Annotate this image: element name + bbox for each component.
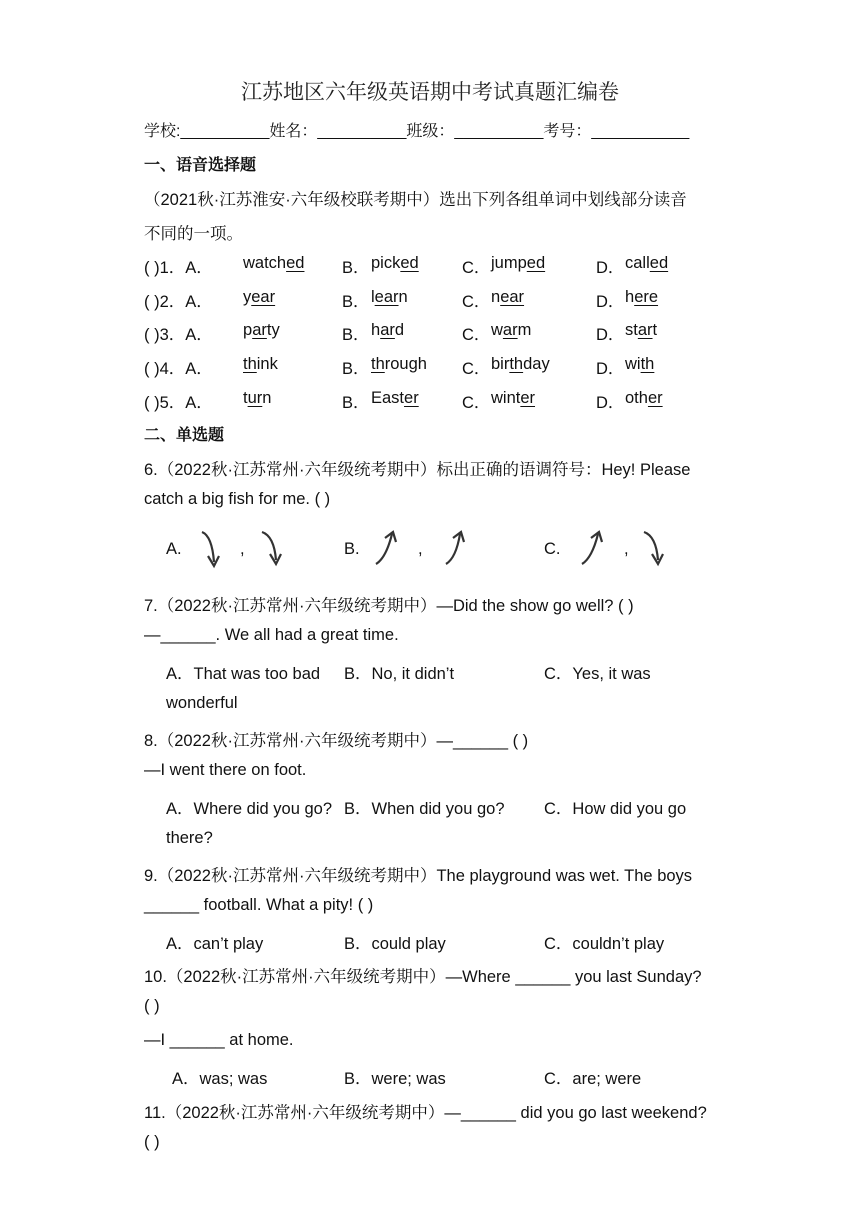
q7-option-c: C．Yes, it was	[544, 665, 651, 683]
phonics-q1-option-c-word: jumped	[491, 254, 546, 272]
phonics-q2-option-a-word: year	[243, 288, 276, 306]
q11-line1: 11.（2022秋·江苏常州·六年级统考期中）—______ did you go last weekend?	[144, 1104, 707, 1122]
phonics-q2-option-c-word: near	[491, 288, 525, 306]
q8-line1: 8.（2022秋·江苏常州·六年级统考期中）—______ ( )	[144, 732, 529, 750]
phonics-q1-option-b-label: B．	[342, 259, 370, 277]
q9-option-a: A．can’t play	[166, 935, 264, 953]
phonics-q3-option-b-word: hard	[371, 321, 405, 339]
phonics-q1-option-d-word: called	[625, 254, 669, 272]
phonics-q2-option-d-word: here	[625, 288, 659, 306]
phonics-q4-option-c-word-underlined-part: th	[509, 355, 524, 373]
phonics-q2-option-d-word-underlined-part: ere	[634, 288, 659, 306]
q10-line2: ( )	[144, 997, 160, 1015]
phonics-q1-option-c-word-underlined-part: ed	[526, 254, 546, 272]
phonics-q4-option-c-word: birthday	[491, 355, 550, 373]
phonics-q3-option-d-label: D．	[596, 326, 625, 344]
phonics-q5-option-b-word-underlined-part: er	[404, 389, 419, 407]
q8-option-b: B．When did you go?	[344, 800, 505, 818]
section1-heading: 一、语音选择题	[144, 155, 257, 174]
phonics-q1-option-d-word-underlined-part: ed	[649, 254, 669, 272]
phonics-q2-option-a-word-underlined-part: ear	[251, 288, 276, 306]
phonics-q4-option-d-word-underlined-part: th	[640, 355, 655, 373]
q6-option-b-label: B.	[344, 540, 360, 558]
page-title: 江苏地区六年级英语期中考试真题汇编卷	[241, 80, 619, 104]
q6-option-c-label: C.	[544, 540, 561, 558]
phonics-q4-option-b-word: through	[371, 355, 427, 373]
phonics-q1-option-c-label: C．	[462, 259, 491, 277]
phonics-q5-option-a-word: turn	[243, 389, 272, 407]
q7-line2: —______. We all had a great time.	[144, 626, 399, 644]
phonics-q4-option-b-label: B．	[342, 360, 370, 378]
phonics-q3-option-c-label: C．	[462, 326, 491, 344]
q10-line3: —I ______ at home.	[144, 1031, 294, 1049]
phonics-q4-option-b-word-underlined-part: th	[371, 355, 385, 373]
phonics-q4-prefix: ( )4．A．	[144, 360, 213, 378]
q9-line2: ______ football. What a pity! ( )	[144, 896, 374, 914]
phonics-q5-prefix: ( )5．A．	[144, 394, 213, 412]
q9-line1: 9.（2022秋·江苏常州·六年级统考期中）The playground was wet. The boys	[144, 867, 693, 885]
q10-line1: 10.（2022秋·江苏常州·六年级统考期中）—Where ______ you last Sunday?	[144, 968, 702, 986]
q6-line2: catch a big fish for me. ( )	[144, 490, 331, 508]
phonics-q1-prefix: ( )1．A．	[144, 259, 213, 277]
phonics-q5-option-d-word: other	[625, 389, 663, 407]
q10-option-a: A．was; was	[172, 1070, 268, 1088]
phonics-q3-option-d-word-underlined-part: ar	[637, 321, 653, 339]
phonics-q2-option-b-label: B．	[342, 293, 370, 311]
phonics-q4-option-d-word: with	[625, 355, 655, 373]
phonics-q3-option-c-word-underlined-part: ar	[502, 321, 518, 339]
section1-intro-line2: 不同的一项。	[144, 225, 243, 243]
q6-option-b-separator: ,	[418, 540, 423, 558]
phonics-q2-option-d-label: D．	[596, 293, 625, 311]
phonics-q5-option-d-word-underlined-part: er	[647, 389, 663, 407]
phonics-q2-option-c-label: C．	[462, 293, 491, 311]
phonics-q3-option-a-word-underlined-part: ar	[252, 321, 267, 339]
phonics-q2-option-b-word-underlined-part: ear	[374, 288, 399, 306]
phonics-q2-option-b-word: learn	[371, 288, 408, 306]
phonics-q1-option-d-label: D．	[596, 259, 625, 277]
q6-option-c-rising-falling-arrows-icon	[578, 528, 668, 570]
phonics-q4-option-c-label: C．	[462, 360, 491, 378]
q8-option-a: A．Where did you go?	[166, 800, 333, 818]
phonics-q3-option-d-word: start	[625, 321, 658, 339]
phonics-q2-prefix: ( )2．A．	[144, 293, 213, 311]
phonics-q1-option-a-word-underlined-part: ed	[286, 254, 305, 272]
q9-option-b: B．could play	[344, 935, 446, 953]
q7-line1: 7.（2022秋·江苏常州·六年级统考期中）—Did the show go well? ( )	[144, 597, 634, 615]
q10-option-b: B．were; was	[344, 1070, 446, 1088]
q6-option-a-separator: ,	[240, 540, 245, 558]
q7-option-c-continued: wonderful	[166, 694, 238, 712]
phonics-q3-option-a-word: party	[243, 321, 280, 339]
q6-line1: 6.（2022秋·江苏常州·六年级统考期中）标出正确的语调符号：Hey! Please	[144, 461, 691, 479]
phonics-q5-option-c-word: winter	[491, 389, 536, 407]
phonics-q5-option-d-label: D．	[596, 394, 625, 412]
phonics-q1-option-b-word-underlined-part: ed	[400, 254, 419, 272]
q6-option-a-label: A.	[166, 540, 182, 558]
phonics-q4-option-a-word: think	[243, 355, 278, 373]
phonics-q3-option-b-label: B．	[342, 326, 370, 344]
student-info-line: 学校:__________姓名：__________班级：__________考号：___________	[144, 123, 690, 140]
phonics-q1-option-a-word: watched	[243, 254, 305, 272]
phonics-q5-option-b-word: Easter	[371, 389, 419, 407]
q8-option-c: C．How did you go	[544, 800, 687, 818]
phonics-q4-option-d-label: D．	[596, 360, 625, 378]
phonics-q1-option-b-word: picked	[371, 254, 419, 272]
phonics-q5-option-c-word-underlined-part: er	[520, 389, 536, 407]
phonics-q3-option-b-word-underlined-part: ar	[380, 321, 395, 339]
phonics-q4-option-a-word-underlined-part: th	[243, 355, 257, 373]
q7-option-b: B．No, it didn’t	[344, 665, 455, 683]
q8-line2: —I went there on foot.	[144, 761, 307, 779]
section1-intro-line1: （2021秋·江苏淮安·六年级校联考期中）选出下列各组单词中划线部分读音	[144, 191, 687, 209]
phonics-q3-prefix: ( )3．A．	[144, 326, 213, 344]
phonics-q5-option-a-word-underlined-part: ur	[247, 389, 263, 407]
phonics-q5-option-b-label: B．	[342, 394, 370, 412]
q10-option-c: C．are; were	[544, 1070, 642, 1088]
phonics-q5-option-c-label: C．	[462, 394, 491, 412]
section2-heading: 二、单选题	[144, 425, 225, 444]
q6-option-c-separator: ,	[624, 540, 629, 558]
q11-line2: ( )	[144, 1133, 160, 1151]
q9-option-c: C．couldn’t play	[544, 935, 665, 953]
phonics-q3-option-c-word: warm	[491, 321, 532, 339]
phonics-q2-option-c-word-underlined-part: ear	[500, 288, 525, 306]
q8-option-c-continued: there?	[166, 829, 213, 847]
q7-option-a: A．That was too bad	[166, 665, 321, 683]
